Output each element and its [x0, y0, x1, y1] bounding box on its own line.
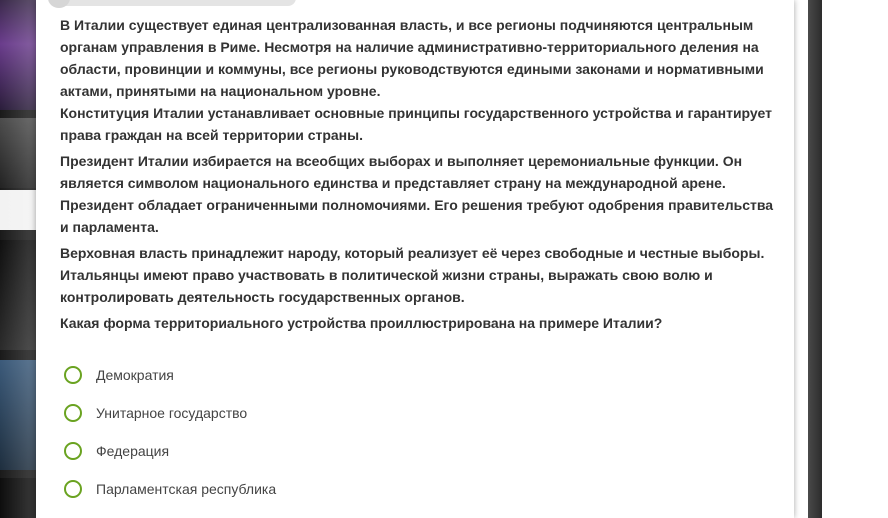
- answer-option-democracy[interactable]: [64, 362, 664, 388]
- background-page-right: [808, 0, 888, 518]
- answer-label: Федерация: [96, 443, 170, 459]
- answer-label: Унитарное государство: [96, 405, 248, 421]
- question-paragraph: Верховная власть принадлежит народу, который реализует её через свободные и честные выборы. Итальянцы имеют право участвовать в политической жизни страны, выражать свою волю и контролировать деятельность государственных органов.: [60, 245, 765, 305]
- answer-option-parliamentary-republic[interactable]: [64, 476, 664, 502]
- avatar: [48, 0, 70, 8]
- radio-button[interactable]: [64, 480, 82, 498]
- progress-pill: [48, 0, 296, 6]
- question-prompt: Какая форма территориального устройства проиллюстрирована на примере Италии?: [60, 315, 663, 331]
- question-text: [60, 14, 780, 338]
- radio-button[interactable]: [64, 404, 82, 422]
- background-page-left: [0, 0, 36, 518]
- answer-option-federation[interactable]: [64, 438, 664, 464]
- question-paragraph: В Италии существует единая централизованная власть, и все регионы подчиняются центральным органам управления в Риме. Несмотря на наличие административно-территориального деления на области, провинции и коммуны, все регионы руководствуются едиными законами и нормативными актами, принятыми на национальном уровне.: [60, 17, 764, 99]
- answer-option-unitary-state[interactable]: [64, 400, 664, 426]
- quiz-card: [36, 0, 794, 518]
- modal-right-edge: [808, 0, 822, 518]
- question-paragraph: Президент Италии избирается на всеобщих выборах и выполняет церемониальные функции. Он является символом национального единства и представляет страну на международной арене. Президент обладает ограниченными полномочиями. Его решения требуют одобрения правительства и парламента.: [60, 153, 774, 235]
- radio-button[interactable]: [64, 366, 82, 384]
- question-paragraph: Конституция Италии устанавливает основные принципы государственного устройства и гарантирует права граждан на всей территории страны.: [60, 105, 772, 143]
- answer-label: Демократия: [96, 367, 174, 383]
- answer-options: [64, 362, 664, 514]
- answer-label: Парламентская республика: [96, 481, 277, 497]
- radio-button[interactable]: [64, 442, 82, 460]
